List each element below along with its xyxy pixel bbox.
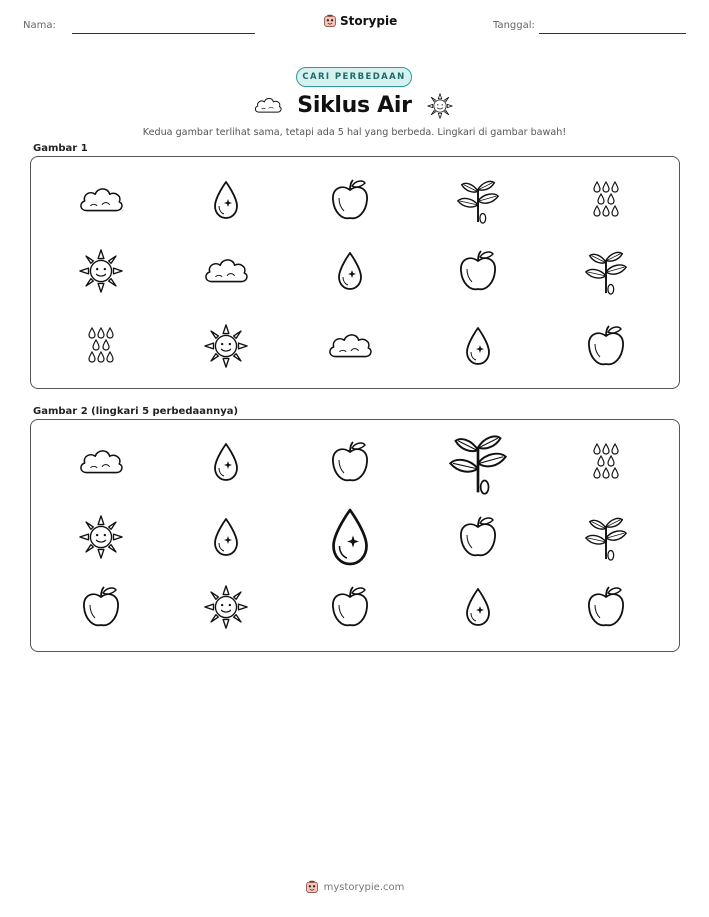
sun-icon	[77, 247, 125, 295]
date-label: Tanggal:	[493, 20, 535, 31]
rain-icon[interactable]	[591, 439, 621, 485]
name-label: Nama:	[23, 20, 56, 31]
apple-icon[interactable]	[330, 439, 370, 485]
sun-icon[interactable]	[77, 513, 125, 561]
apple-icon	[586, 323, 626, 369]
brand-name: Storypie	[340, 14, 398, 28]
date-field-line[interactable]	[539, 33, 686, 34]
storypie-logo-icon	[323, 14, 337, 28]
drop-icon	[335, 249, 365, 293]
footer	[0, 880, 709, 894]
footer-url[interactable]: mystorypie.com	[323, 881, 405, 893]
plant-icon[interactable]	[582, 513, 630, 561]
drop-icon[interactable]	[211, 440, 241, 484]
cloud-icon[interactable]	[77, 445, 125, 479]
drop-icon	[463, 324, 493, 368]
sun-icon	[202, 322, 250, 370]
sun-icon	[426, 92, 454, 120]
cloud-icon	[326, 329, 374, 363]
drop-icon	[211, 178, 241, 222]
drop-icon[interactable]	[327, 507, 373, 567]
drop-icon[interactable]	[211, 515, 241, 559]
apple-icon[interactable]	[330, 584, 370, 630]
instructions: Kedua gambar terlihat sama, tetapi ada 5 hal yang berbeda. Lingkari di gambar bawah!	[142, 127, 567, 138]
sun-icon[interactable]	[202, 583, 250, 631]
plant-icon[interactable]	[445, 429, 511, 495]
name-field-line[interactable]	[72, 33, 255, 34]
cloud-icon	[77, 183, 125, 217]
rain-icon	[591, 177, 621, 223]
page-title: Siklus Air	[297, 93, 412, 118]
apple-icon	[458, 248, 498, 294]
plant-icon	[582, 247, 630, 295]
cloud-icon	[202, 254, 250, 288]
plant-icon	[454, 176, 502, 224]
brand-logo	[323, 14, 397, 28]
apple-icon[interactable]	[586, 584, 626, 630]
activity-badge: CARI PERBEDAAN	[296, 67, 412, 87]
drop-icon[interactable]	[463, 585, 493, 629]
panel-2-label: Gambar 2 (lingkari 5 perbedaannya)	[33, 406, 239, 417]
panel-1-label: Gambar 1	[33, 143, 88, 154]
rain-icon	[86, 323, 116, 369]
apple-icon[interactable]	[81, 584, 121, 630]
storypie-logo-icon	[305, 880, 319, 894]
apple-icon[interactable]	[458, 514, 498, 560]
apple-icon	[330, 177, 370, 223]
